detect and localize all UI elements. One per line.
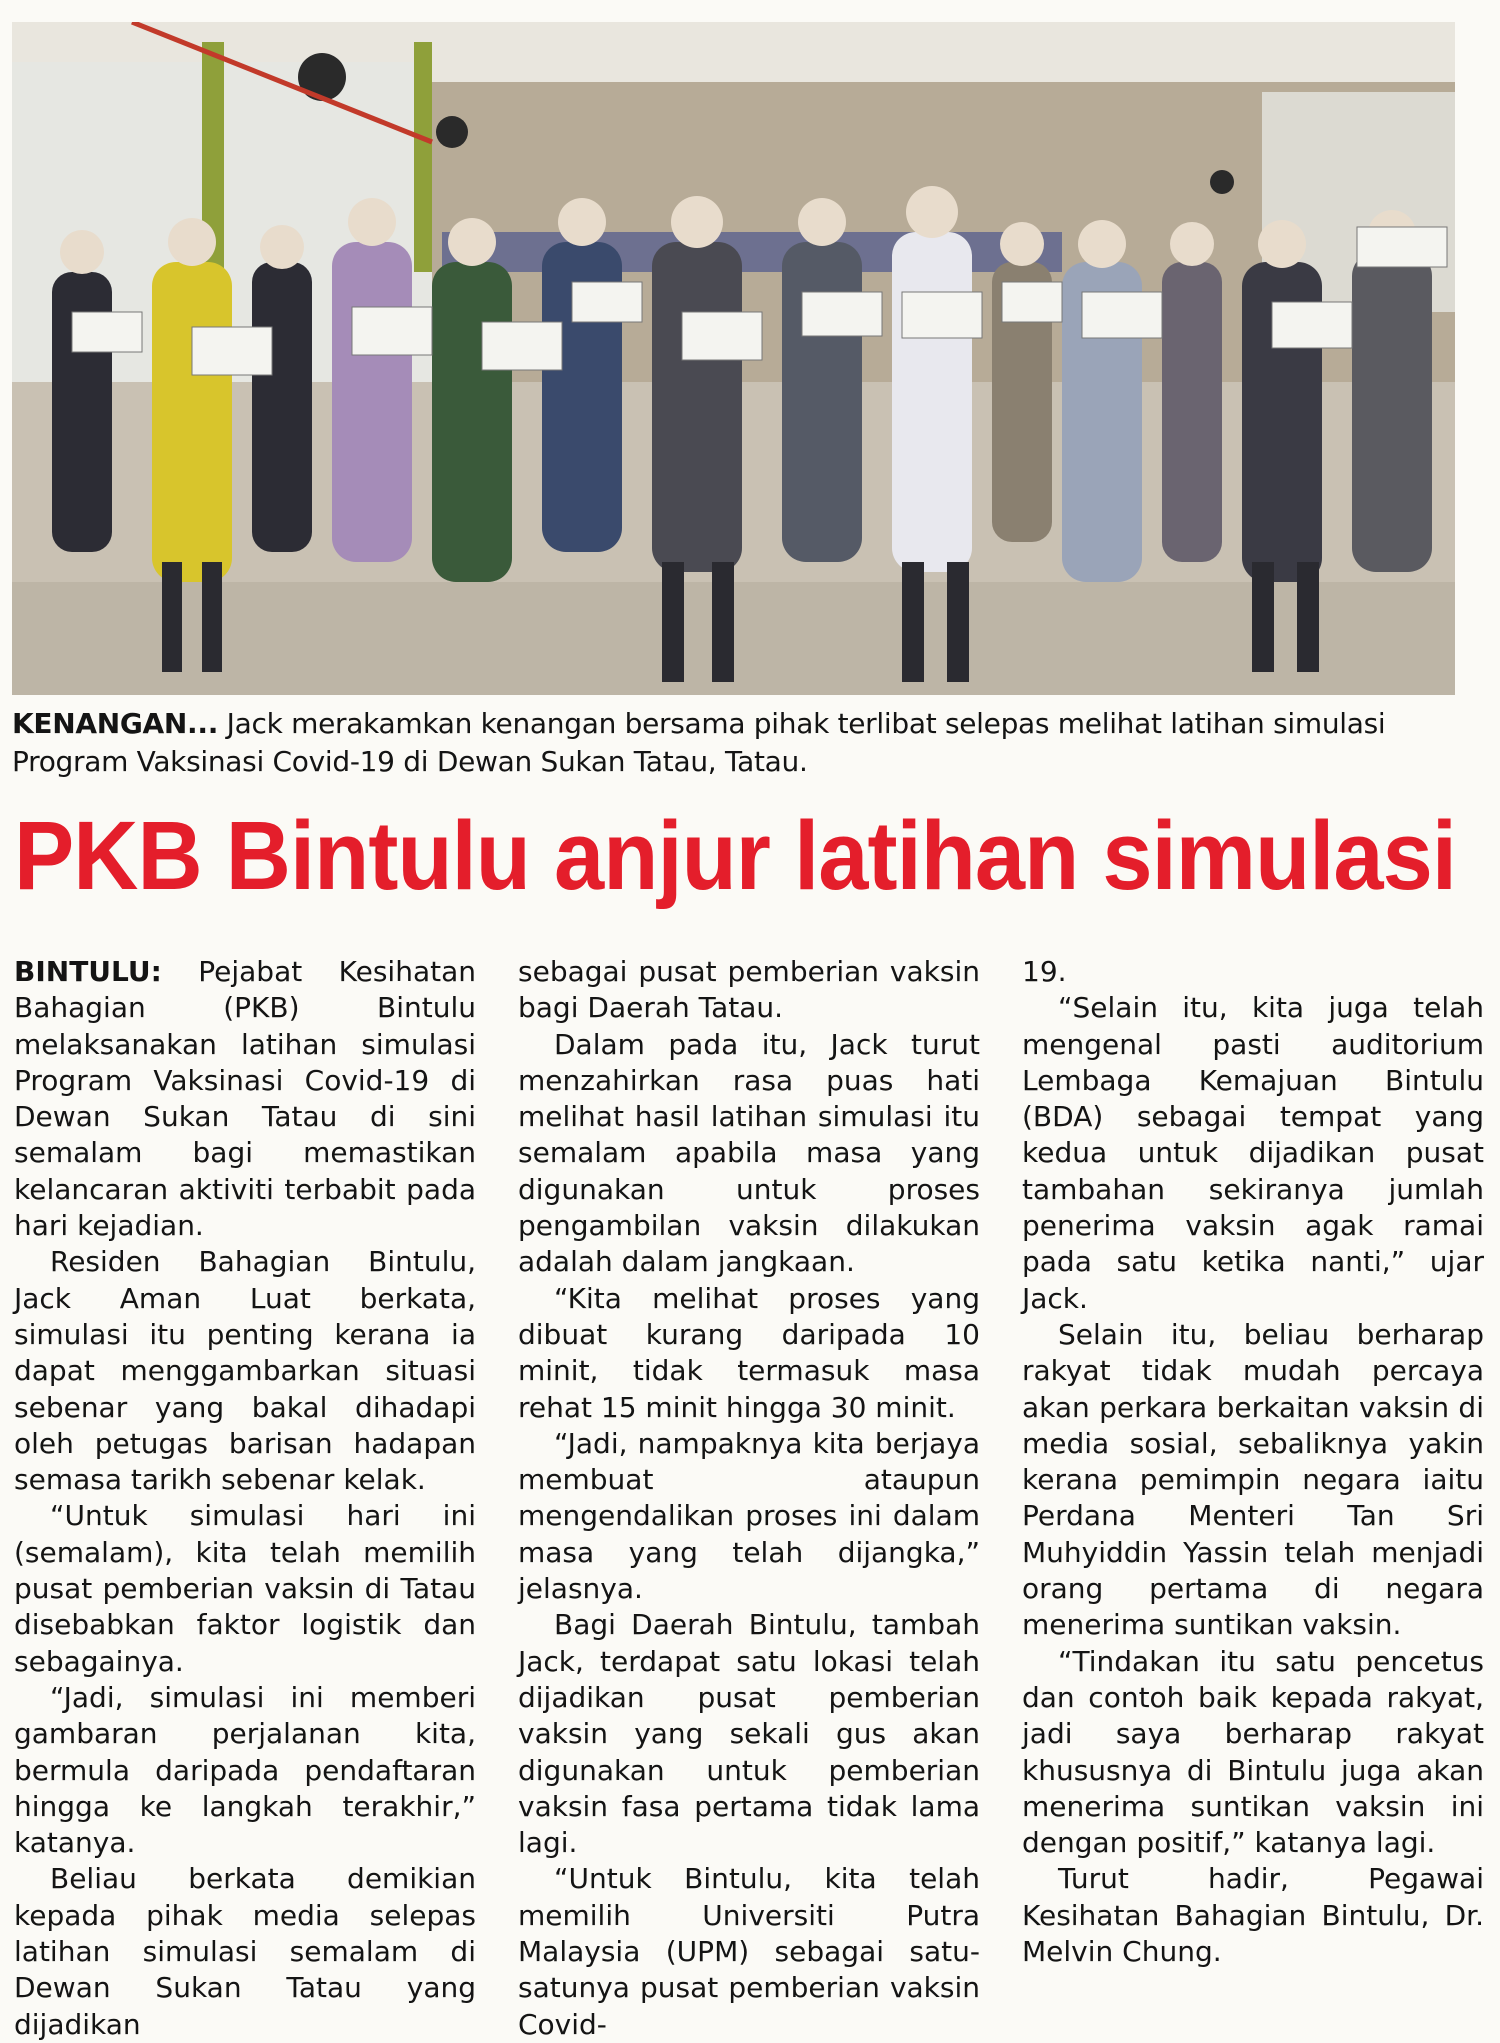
- caption-text: Jack merakamkan kenangan bersama pihak terlibat selepas melihat latihan simulasi Program Vaksinasi Covid-19 di Dewan Sukan Tatau, Tatau.: [12, 707, 1386, 778]
- paragraph: “Kita melihat proses yang dibuat kurang daripada 10 minit, tidak termasuk masa rehat 15 minit hingga 30 minit.: [518, 1281, 980, 1424]
- photo-caption: [12, 705, 1472, 781]
- paragraph: Beliau berkata demikian kepada pihak media selepas latihan simulasi semalam di Dewan Sukan Tatau yang dijadikan: [14, 1862, 476, 2041]
- paragraph: sebagai pusat pemberian vaksin bagi Daerah Tatau.: [518, 955, 980, 1025]
- paragraph: “Tindakan itu satu pencetus dan contoh baik kepada rakyat, jadi saya berharap rakyat khususnya di Bintulu juga akan menerima suntikan vaksin ini dengan positif,” katanya lagi.: [1022, 1644, 1484, 1860]
- dateline: BINTULU:: [14, 955, 162, 988]
- paragraph: “Selain itu, kita juga telah mengenal pasti auditorium Lembaga Kemajuan Bintulu (BDA) sebagai tempat yang kedua untuk dijadikan pusat tambahan sekiranya jumlah penerima vaksin agak ramai pada satu ketika nanti,” ujar Jack.: [1022, 991, 1484, 1315]
- group-photo-illustration: [12, 22, 1455, 695]
- paragraph: Residen Bahagian Bintulu, Jack Aman Luat berkata, simulasi itu penting kerana ia dapat menggambarkan situasi sebenar yang bakal dihadapi oleh petugas barisan hadapan semasa tarikh sebenar kelak.: [14, 1245, 476, 1497]
- news-photo: [12, 22, 1455, 695]
- column-1: [14, 954, 476, 2043]
- paragraph: [14, 954, 476, 1244]
- paragraph-text: Pejabat Kesihatan Bahagian (PKB) Bintulu melaksanakan latihan simulasi Program Vaksinasi Covid-19 di Dewan Sukan Tatau di sini semalam bagi memastikan kelancaran aktiviti terbabit pada hari kejadian.: [14, 955, 476, 1243]
- paragraph: “Jadi, simulasi ini memberi gambaran perjalanan kita, bermula daripada pendaftaran hingga ke langkah terakhir,” katanya.: [14, 1680, 476, 1860]
- paragraph: Turut hadir, Pegawai Kesihatan Bahagian Bintulu, Dr. Melvin Chung.: [1022, 1862, 1484, 1969]
- paragraph: Dalam pada itu, Jack turut menzahirkan rasa puas hati melihat hasil latihan simulasi itu semalam apabila masa yang digunakan untuk proses pengambilan vaksin dilakukan adalah dalam jangkaan.: [518, 1027, 980, 1279]
- article-body: [0, 954, 1500, 2041]
- paragraph: Selain itu, beliau berharap rakyat tidak mudah percaya akan perkara berkaitan vaksin di media sosial, sebaliknya yakin kerana pemimpin negara iaitu Perdana Menteri Tan Sri Muhyiddin Yassin telah menjadi orang pertama di negara menerima suntikan vaksin.: [1022, 1317, 1484, 1642]
- headline: PKB Bintulu anjur latihan simulasi: [14, 801, 1457, 910]
- paragraph: Bagi Daerah Bintulu, tambah Jack, terdapat satu lokasi telah dijadikan pusat pemberian vaksin yang sekali gus akan digunakan untuk pemberian vaksin fasa pertama tidak lama lagi.: [518, 1608, 980, 1860]
- paragraph: “Untuk simulasi hari ini (semalam), kita telah memilih pusat pemberian vaksin di Tatau disebabkan faktor logistik dan sebagainya.: [14, 1499, 476, 1678]
- column-3: [1022, 954, 1484, 1970]
- caption-kicker: KENANGAN...: [12, 707, 219, 740]
- paragraph: 19.: [1022, 955, 1067, 988]
- column-2: [518, 954, 980, 2043]
- paragraph: “Untuk Bintulu, kita telah memilih Universiti Putra Malaysia (UPM) sebagai satu-satunya pusat pemberian vaksin Covid-: [518, 1862, 980, 2041]
- paragraph: “Jadi, nampaknya kita berjaya membuat ataupun mengendalikan proses ini dalam masa yang telah dijangka,” jelasnya.: [518, 1426, 980, 1606]
